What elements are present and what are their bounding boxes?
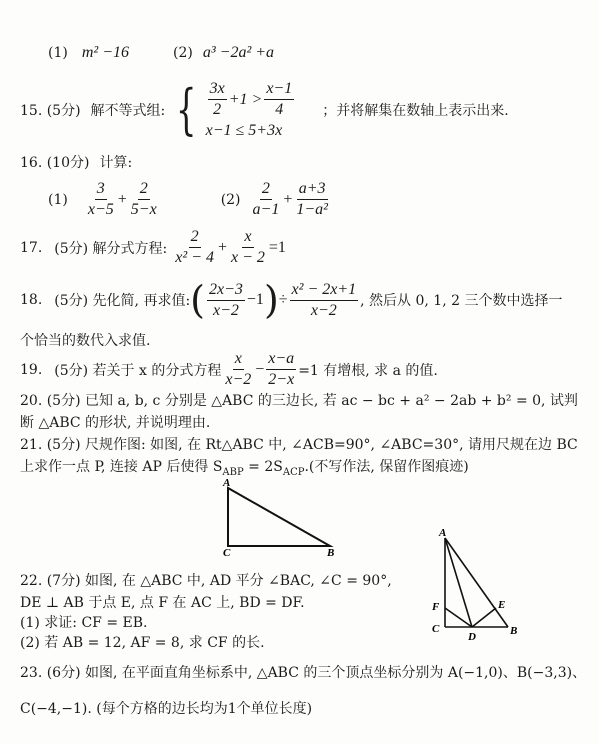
q22-label-b: B [510, 625, 518, 637]
q17-plus: + [217, 238, 227, 256]
q22-line1: 22. (7分) 如图, 在 △ABC 中, AD 平分 ∠BAC, ∠C = 90°, [20, 573, 392, 589]
q21-label-c: C [223, 547, 231, 556]
q15-frac2-num: x−1 [264, 80, 294, 100]
q21-line2 [20, 456, 469, 478]
q18-f2-num: x² − 2x+1 [290, 281, 359, 301]
q16-b2-den: 1−a² [296, 201, 328, 218]
question-19 [20, 350, 438, 389]
q15-frac1-num: 3x [208, 80, 227, 100]
q17-number: 17. [20, 239, 43, 256]
left-brace: { [176, 78, 197, 141]
q22-triangle-figure [428, 524, 528, 642]
q15-system [169, 80, 296, 140]
q15-frac1-den: 2 [213, 101, 222, 118]
q22-label-a: A [439, 527, 447, 539]
q15-lead: 解不等式组: [90, 103, 166, 119]
q16-a2-num: 2 [138, 180, 150, 200]
q18-right-paren: ) [263, 278, 279, 322]
q22-line4: (2) 若 AB = 12, AF = 8, 求 CF 的长. [20, 635, 265, 651]
item-2-expr: a³ −2a² +a [202, 44, 275, 61]
q19-f2-num: x−a [266, 350, 296, 370]
q16-b-plus: + [283, 190, 293, 208]
q17-lead: (5分) 解分式方程: [54, 240, 168, 257]
q18-f1-den: x−2 [213, 301, 239, 319]
q22-label-d: D [468, 631, 476, 642]
q19-tail: =1 有增根, 求 a 的值. [298, 362, 438, 379]
q17-f1-num: 2 [189, 228, 201, 248]
q22-line3: (1) 求证: CF = EB. [20, 615, 148, 631]
q21-sub1: ABP [222, 466, 244, 478]
q19-f1-den: x−2 [225, 371, 252, 388]
question-16-items [48, 180, 332, 219]
q18-div: ÷ [278, 291, 288, 308]
q18-line2: 个恰当的数代入求值. [20, 333, 151, 349]
q19-f1-num: x [233, 350, 244, 370]
q15-ineq2: x−1 ≤ 5+3x [205, 122, 283, 139]
q23-line1: 23. (6分) 如图, 在平面直角坐标系中, △ABC 的三个顶点坐标分别为 A(−1,0)、B(−3,3)、 [20, 665, 587, 681]
q22-segment-ad [445, 538, 472, 627]
q22-segment-de [472, 608, 496, 627]
q21-triangle-figure [215, 476, 345, 556]
question-18 [20, 280, 562, 320]
q22-label-f: F [432, 601, 440, 613]
q17-f2-den: x − 2 [231, 249, 265, 266]
q18-f1-num: 2x−3 [207, 281, 245, 301]
question-17 [20, 228, 286, 267]
q19-minus: − [255, 360, 265, 378]
q15-frac2-den: 4 [275, 101, 284, 118]
q16-a1-den: x−5 [87, 201, 114, 218]
item-2-label: (2) [173, 45, 193, 61]
q21-line2-text: 上求作一点 P, 连接 AP 后使得 S [20, 459, 223, 475]
q17-rhs: =1 [268, 238, 286, 256]
q19-number: 19. [20, 361, 43, 378]
factor-items [48, 44, 274, 62]
q20-line2: 断 △ABC 的形状, 并说明理由. [20, 415, 211, 431]
q15-number: 15. (5分) [20, 103, 81, 119]
q18-left-paren: ( [190, 278, 205, 322]
item-1-expr: m² −16 [81, 44, 129, 61]
item-1-label: (1) [48, 45, 68, 61]
q17-f2-num: x [242, 228, 253, 248]
q18-f2-den: x−2 [310, 301, 337, 319]
q16-a-label: (1) [48, 191, 68, 208]
q15-mid: +1 > [228, 90, 263, 108]
q19-f2-den: 2−x [268, 371, 295, 388]
q21-eq: = 2S [243, 459, 283, 475]
q21-sub2: ACP [282, 466, 305, 478]
question-16-header [20, 152, 132, 172]
q21-triangle [228, 488, 330, 546]
q18-minus1: −1 [246, 291, 264, 308]
q16-number: 16. (10分) [20, 155, 90, 171]
q22-segment-fd [445, 608, 472, 627]
q16-b1-num: 2 [260, 180, 272, 200]
question-15 [20, 80, 509, 140]
q19-lead: (5分) 若关于 x 的分式方程 [54, 362, 222, 379]
q16-b1-den: a−1 [252, 201, 280, 218]
q21-label-b: B [327, 547, 335, 556]
q16-b2-num: a+3 [297, 180, 328, 200]
q16-a-plus: + [117, 190, 127, 208]
q16-b-label: (2) [220, 191, 241, 208]
q18-tail: , 然后从 0, 1, 2 三个数中选择一 [360, 293, 563, 309]
q22-label-e: E [498, 599, 506, 611]
q22-line2: DE ⊥ AB 于点 E, 点 F 在 AC 上, BD = DF. [20, 595, 305, 611]
q20-line1: 20. (5分) 已知 a, b, c 分别是 △ABC 的三边长, 若 ac − bc + a² − 2ab + b² = 0, 试判 [20, 393, 578, 409]
q18-number: 18. [20, 292, 43, 308]
q23-line2: C(−4,−1). (每个方格的边长均为1个单位长度) [20, 701, 313, 717]
q17-f1-den: x² − 4 [175, 249, 214, 266]
q21-tail: .(不写作法, 保留作图痕迹) [304, 459, 469, 475]
q16-a2-den: 5−x [130, 201, 157, 218]
q16-a1-num: 3 [95, 180, 107, 200]
q22-side-ab [445, 538, 508, 627]
q21-line1: 21. (5分) 尺规作图: 如图, 在 Rt△ABC 中, ∠ACB=90°, ∠ABC=30°, 请用尺规在边 BC [20, 437, 578, 453]
q21-label-a: A [223, 477, 231, 489]
q18-lead: (5分) 先化简, 再求值: [54, 293, 191, 309]
q16-lead: 计算: [99, 155, 133, 171]
q15-tail: ；并将解集在数轴上表示出来. [322, 103, 509, 119]
q22-label-c: C [432, 623, 440, 635]
